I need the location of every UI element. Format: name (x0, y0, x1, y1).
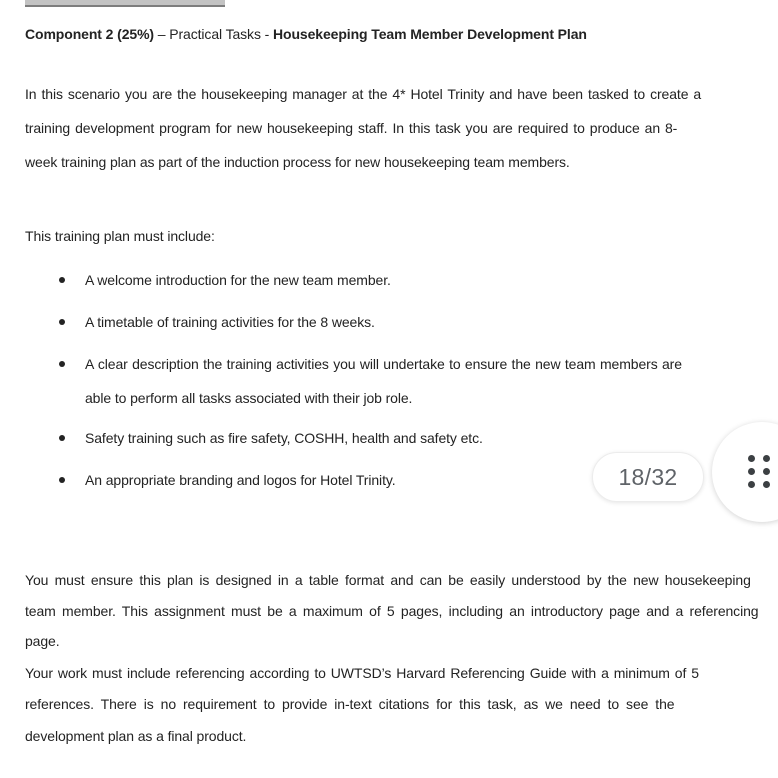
heading-bold-tail: Housekeeping Team Member Development Plan (273, 26, 587, 42)
include-heading: This training plan must include: (25, 228, 215, 244)
referencing-para-line: development plan as a final product. (25, 728, 247, 744)
bullet-item-line: Safety training such as fire safety, COSHH, health and safety etc. (85, 430, 483, 446)
heading-regular-mid: – Practical Tasks - (153, 26, 273, 42)
bullet-dot-icon (59, 319, 65, 325)
referencing-para-line: Your work must include referencing according to UWTSD’s Harvard Referencing Guide with a minimum of 5 (25, 665, 699, 681)
bullet-item-line: able to perform all tasks associated with their job role. (85, 390, 413, 406)
bullet-dot-icon (59, 477, 65, 483)
page-indicator-text: 18/32 (618, 463, 678, 490)
format-para-line: You must ensure this plan is designed in a table format and can be easily understood by the new housekeeping (25, 572, 751, 588)
format-para-line: page. (25, 633, 60, 649)
intro-line: In this scenario you are the housekeeping manager at the 4* Hotel Trinity and have been tasked to create a (25, 86, 702, 102)
bullet-item-line: A welcome introduction for the new team member. (85, 272, 391, 288)
bullet-item-line: A clear description the training activities you will undertake to ensure the new team members are (85, 356, 682, 372)
intro-line: week training plan as part of the induction process for new housekeeping team members. (25, 154, 570, 170)
bullet-dot-icon (59, 277, 65, 283)
grid-dots-icon[interactable] (748, 455, 770, 489)
page-indicator-badge (592, 452, 704, 502)
heading-bold-lead: Component 2 (25%) (25, 26, 154, 42)
bullet-item-line: A timetable of training activities for the 8 weeks. (85, 314, 375, 330)
page-top-edge-artifact (25, 0, 225, 7)
bullet-item-line: An appropriate branding and logos for Hotel Trinity. (85, 472, 396, 488)
document-heading (25, 24, 587, 44)
intro-line: training development program for new housekeeping staff. In this task you are required to produce an 8- (25, 120, 678, 136)
referencing-para-line: references. There is no requirement to provide in-text citations for this task, as we need to see the (25, 696, 675, 712)
bullet-dot-icon (59, 361, 65, 367)
bullet-dot-icon (59, 435, 65, 441)
format-para-line: team member. This assignment must be a maximum of 5 pages, including an introductory page and a referencing (25, 603, 759, 619)
